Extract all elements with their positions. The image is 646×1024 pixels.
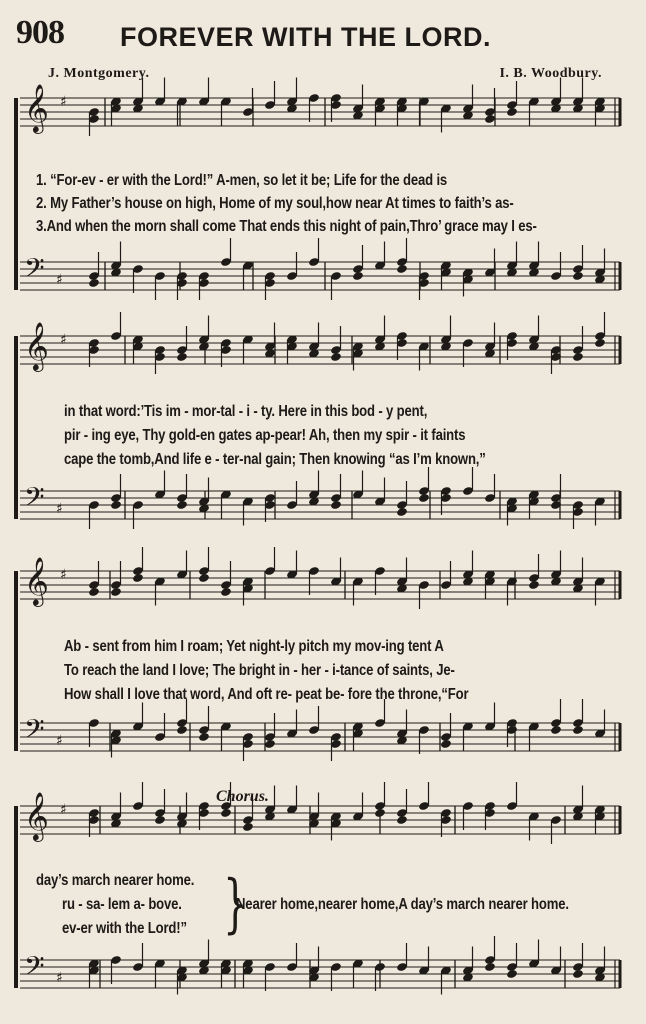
bass-clef-icon: 𝄢 <box>24 252 45 290</box>
bass-note <box>176 500 188 510</box>
bass-note <box>484 962 496 972</box>
refrain-line: Nearer home,nearer home,A day’s march nearer home. <box>236 896 569 913</box>
treble-clef-icon: 𝄞 <box>24 321 49 370</box>
lyric-line: To reach the land I love; The bright in - her - i-tance of saints, Je- <box>64 662 455 679</box>
lyric-line: day’s march nearer home. <box>36 872 195 889</box>
bass-note <box>176 725 188 735</box>
bass-note <box>572 969 584 979</box>
lyric-line: in that word:’Tis im - mor-tal - i - ty. Here in this bod - y pent, <box>64 403 428 420</box>
sharp-icon: ♯ <box>60 94 67 110</box>
treble-clef-icon: 𝄞 <box>24 83 49 132</box>
bass-clef-icon: 𝄢 <box>24 950 45 988</box>
treble-note <box>176 352 188 362</box>
treble-note <box>396 815 408 825</box>
bass-note <box>418 493 430 503</box>
bass-note <box>330 500 342 510</box>
bass-note <box>572 725 584 735</box>
lyric-line: ev-er with the Lord!” <box>62 920 187 937</box>
lyric-brace: } <box>223 867 248 941</box>
composer-credit: I. B. Woodbury. <box>499 66 602 81</box>
lyric-line: Ab - sent from him I roam; Yet night-ly pitch my mov-ing tent A <box>64 638 444 655</box>
bass-clef-icon: 𝄢 <box>24 713 45 751</box>
treble-note <box>528 580 540 590</box>
treble-note <box>110 587 122 597</box>
treble-note <box>132 573 144 583</box>
bass-note <box>352 271 364 281</box>
treble-clef-icon: 𝄞 <box>24 791 49 840</box>
lyric-line: pir - ing eye, Thy gold-en gates ap-pear! Ah, then my spir - it faints <box>64 427 466 444</box>
treble-note <box>198 573 210 583</box>
lyric-line: cape the tomb,And life e - ter-nal gain; Then knowing “as I’m known,” <box>64 451 486 468</box>
bass-note <box>396 507 408 517</box>
sharp-icon: ♯ <box>60 332 67 348</box>
lyric-line: ru - sa- lem a- bove. <box>62 896 182 913</box>
treble-clef-icon: 𝄞 <box>24 556 49 605</box>
bass-note <box>572 271 584 281</box>
chorus-label: Chorus. <box>216 788 269 805</box>
bass-note <box>440 739 452 749</box>
treble-note <box>242 822 254 832</box>
treble-note <box>506 107 518 117</box>
sharp-icon: ♯ <box>56 970 63 986</box>
sharp-icon: ♯ <box>56 501 63 517</box>
treble-note <box>220 808 232 818</box>
treble-note <box>594 338 606 348</box>
lyric-line: How shall I love that word, And oft re- peat be- fore the throne,“For <box>64 686 469 703</box>
lyric-line: 1. “For-ev - er with the Lord!” A-men, so let it be; Life for the dead is <box>36 172 448 189</box>
treble-note <box>88 587 100 597</box>
lyricist-credit: J. Montgomery. <box>48 66 150 81</box>
bass-clef-icon: 𝄢 <box>24 481 45 519</box>
lyric-line: 2. My Father’s house on high, Home of my soul,how near At times to faith’s as- <box>36 195 514 212</box>
bass-note <box>396 264 408 274</box>
treble-note <box>374 808 386 818</box>
lyric-line: 3.And when the morn shall come That ends this night of pain,Thro’ grace may I es- <box>36 218 537 235</box>
bass-note <box>88 278 100 288</box>
bass-note <box>198 732 210 742</box>
treble-note <box>572 352 584 362</box>
bass-note <box>506 969 518 979</box>
sharp-icon: ♯ <box>56 272 63 288</box>
sharp-icon: ♯ <box>56 733 63 749</box>
treble-note <box>484 114 496 124</box>
bass-note <box>550 725 562 735</box>
treble-note <box>330 352 342 362</box>
hymn-title: FOREVER WITH THE LORD. <box>120 22 491 52</box>
sharp-icon: ♯ <box>60 802 67 818</box>
treble-note <box>220 587 232 597</box>
sharp-icon: ♯ <box>60 567 67 583</box>
bass-note <box>110 500 122 510</box>
bass-note <box>264 739 276 749</box>
hymn-number: 908 <box>16 14 64 51</box>
treble-note <box>154 815 166 825</box>
